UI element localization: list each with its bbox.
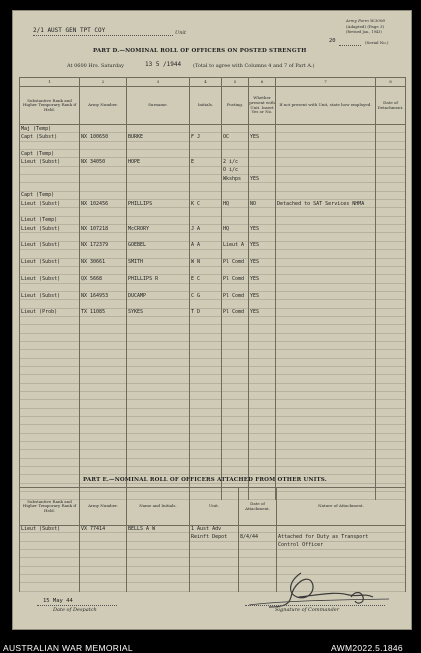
blank-row	[20, 425, 406, 433]
part-d-title: PART D.—NOMINAL ROLL OF OFFICERS ON POSTED STRENGTH	[93, 48, 307, 54]
column-number: 4	[204, 78, 207, 84]
cell-unit: 1 Aust Adv	[191, 525, 222, 532]
cell-rank: Lieut (Subst)	[21, 200, 61, 207]
column-header: Substantive Rank and Higher Temporary Rank if Held.	[22, 97, 77, 112]
cell-posting: OC	[223, 134, 230, 141]
column-header: Army Number.	[88, 503, 118, 509]
column-header: Nature of Attachment.	[318, 503, 364, 509]
cell-posting: Pl Comd	[223, 259, 245, 266]
signature-label: Signature of Commander	[275, 607, 340, 613]
cell-initials: K C	[191, 200, 201, 207]
cell-nature: Attached for Duty as Transport	[278, 534, 369, 541]
table-row	[20, 125, 406, 133]
cell-initials: W N	[191, 259, 201, 266]
cell-present: YES	[250, 275, 260, 282]
caption-left: AUSTRALIAN WAR MEMORIAL	[3, 643, 133, 653]
cell-present: YES	[250, 225, 260, 232]
cell-number: NX 34050	[81, 159, 106, 166]
unit-label: Unit	[175, 30, 187, 36]
table-row	[20, 525, 406, 533]
blank-row	[20, 417, 406, 425]
cell-present: YES	[250, 292, 260, 299]
blank-row	[20, 408, 406, 416]
cell-posting: Lieut A	[223, 242, 245, 249]
table-row	[20, 191, 406, 199]
part-e-header-table	[19, 487, 406, 526]
cell-surname: PHILLIPS R	[128, 275, 159, 282]
blank-row	[20, 325, 406, 333]
blank-row	[20, 392, 406, 400]
cell-surname: BURKE	[128, 134, 144, 141]
cell-posting: HQ	[223, 200, 230, 207]
serial-label: (Serial No.)	[365, 40, 389, 45]
blank-row	[20, 442, 406, 450]
table-row	[20, 250, 406, 258]
blank-row	[20, 400, 406, 408]
part-d-header-table	[19, 77, 406, 125]
unit-underline	[33, 35, 173, 36]
despatch-date: 15 May 44	[43, 598, 73, 604]
part-d-table	[19, 125, 406, 500]
blank-row	[20, 450, 406, 458]
cell-nature: Control Officer	[278, 542, 324, 549]
cell-initials: E C	[191, 275, 201, 282]
form-revised: (Revised Jan., 1943)	[346, 30, 382, 34]
signature-underline	[245, 605, 385, 606]
table-row	[20, 283, 406, 291]
caption-bar	[0, 633, 421, 653]
cell-rank: Lieut (Temp)	[21, 217, 58, 224]
cell-rank: Capt (Temp)	[21, 192, 55, 199]
cell-number: VX 77414	[81, 525, 106, 532]
cell-rank: Lieut (Subst)	[21, 292, 61, 299]
blank-row	[20, 467, 406, 475]
cell-number: NX 100650	[81, 134, 109, 141]
part-d-at-suffix: (Total to agree with Columns 4 and 7 of Part A.)	[193, 63, 315, 69]
cell-surname: SYKES	[128, 309, 144, 316]
cell-posting: O i/c	[223, 167, 239, 174]
cell-employed: Detached to SAT Services NHMA	[277, 200, 365, 207]
cell-number: NX 164953	[81, 292, 109, 299]
column-header: Whether present with Unit. Insert Yes or No.	[249, 95, 275, 115]
blank-row	[20, 350, 406, 358]
table-row	[20, 158, 406, 166]
table-row	[20, 233, 406, 241]
cell-surname: HOPE	[128, 159, 141, 166]
cell-initials: F J	[191, 134, 201, 141]
blank-row	[20, 458, 406, 466]
cell-rank: Maj (Temp)	[21, 125, 52, 132]
form-adapted: (Adapted) (Page 3)	[346, 24, 385, 29]
cell-initials: T D	[191, 309, 201, 316]
table-row	[20, 541, 406, 549]
table-row	[20, 275, 406, 283]
blank-row	[20, 316, 406, 324]
cell-posting: Pl Comd	[223, 292, 245, 299]
column-number: 3	[156, 78, 160, 84]
cell-present: NO	[250, 200, 257, 207]
blank-row	[20, 358, 406, 366]
blank-row	[20, 341, 406, 349]
column-header: Substantive Rank and Higher Temporary Rank if Held.	[22, 498, 77, 513]
cell-present: YES	[250, 134, 260, 141]
cell-rank: Lieut (Subst)	[21, 275, 61, 282]
column-number: 2	[101, 78, 105, 84]
blank-row	[20, 383, 406, 391]
despatch-underline	[37, 605, 117, 606]
part-d-at-prefix: At 0600 Hrs. Saturday	[67, 63, 124, 69]
cell-number: NX 172379	[81, 242, 109, 249]
table-row	[20, 533, 406, 541]
cell-initials: E	[191, 159, 195, 166]
column-header: If not present with Unit, state how employed.	[279, 102, 372, 108]
cell-number: NX 107218	[81, 225, 109, 232]
cell-rank: Lieut (Subst)	[21, 242, 61, 249]
cell-number: NX 30661	[81, 259, 106, 266]
column-number: 1	[48, 78, 51, 84]
table-row	[20, 175, 406, 183]
column-number: 7	[324, 78, 327, 84]
unit-value: 2/1 AUST GEN TPT COY	[33, 27, 106, 34]
table-row	[20, 141, 406, 149]
cell-surname: GOEBEL	[128, 242, 147, 249]
cell-surname: SMITH	[128, 259, 144, 266]
table-row	[20, 133, 406, 141]
table-row	[20, 241, 406, 249]
caption-right: AWM2022.5.1846	[331, 643, 403, 653]
form-number: Army Form W.3008	[346, 18, 385, 23]
serial-underline	[339, 45, 361, 46]
table-row	[20, 200, 406, 208]
table-row	[20, 291, 406, 299]
table-row	[20, 208, 406, 216]
blank-row	[20, 375, 406, 383]
column-header: Surname.	[148, 102, 168, 108]
part-e-title: PART E.—NOMINAL ROLL OF OFFICERS ATTACHED FROM OTHER UNITS.	[83, 477, 327, 483]
table-row	[20, 166, 406, 174]
column-header: Posting.	[226, 102, 244, 108]
cell-rank: Lieut (Subst)	[21, 159, 61, 166]
cell-posting: 2 i/c	[223, 159, 239, 166]
cell-posting: HQ	[223, 225, 230, 232]
blank-row	[20, 366, 406, 374]
cell-present: YES	[250, 242, 260, 249]
cell-present: YES	[250, 175, 260, 182]
table-row	[20, 183, 406, 191]
cell-name: BELLS A W	[128, 525, 156, 532]
cell-number: NX 102456	[81, 200, 109, 207]
column-number: 6	[260, 78, 264, 84]
column-header: Name and Initials.	[139, 503, 177, 509]
cell-rank: Lieut (Subst)	[21, 225, 61, 232]
column-header: Initials.	[197, 102, 214, 108]
column-header: Unit.	[208, 503, 220, 509]
column-header: Date of Attachment.	[245, 500, 270, 511]
blank-row	[20, 433, 406, 441]
blank-row	[20, 558, 406, 566]
cell-unit: Reinft Depot	[191, 534, 228, 541]
column-header: Army Number.	[88, 102, 118, 108]
blank-row	[20, 333, 406, 341]
cell-number: TX 11085	[81, 309, 106, 316]
cell-rank: Lieut (Subst)	[21, 525, 61, 532]
cell-rank: Lieut (Prob)	[21, 309, 58, 316]
cell-surname: PHILLIPS	[128, 200, 153, 207]
table-row	[20, 216, 406, 224]
cell-rank: Capt (Temp)	[21, 150, 55, 157]
table-row	[20, 308, 406, 316]
blank-row	[20, 550, 406, 558]
part-d-date: 13 5 /1944	[145, 61, 182, 68]
table-row	[20, 150, 406, 158]
cell-surname: DUCAMP	[128, 292, 147, 299]
column-number: 5	[233, 78, 237, 84]
despatch-label: Date of Despatch	[53, 607, 97, 613]
table-row	[20, 300, 406, 308]
cell-posting: Pl Comd	[223, 275, 245, 282]
column-header: Date of Detachment.	[377, 99, 404, 110]
cell-initials: C G	[191, 292, 201, 299]
cell-initials: A A	[191, 242, 201, 249]
column-number: 8	[389, 78, 392, 84]
cell-date: 8/4/44	[240, 534, 259, 541]
table-row	[20, 266, 406, 274]
form-sheet	[12, 10, 412, 630]
cell-posting: Pl Comd	[223, 309, 245, 316]
cell-surname: McCRORY	[128, 225, 150, 232]
cell-present: YES	[250, 309, 260, 316]
table-row	[20, 258, 406, 266]
cell-initials: J A	[191, 225, 201, 232]
cell-present: YES	[250, 259, 260, 266]
cell-rank: Lieut (Subst)	[21, 259, 61, 266]
cell-number: QX 5668	[81, 275, 103, 282]
cell-posting: Wkshps	[223, 175, 242, 182]
cell-rank: Capt (Subst)	[21, 134, 58, 141]
table-row	[20, 225, 406, 233]
serial-value: 20	[329, 38, 336, 44]
